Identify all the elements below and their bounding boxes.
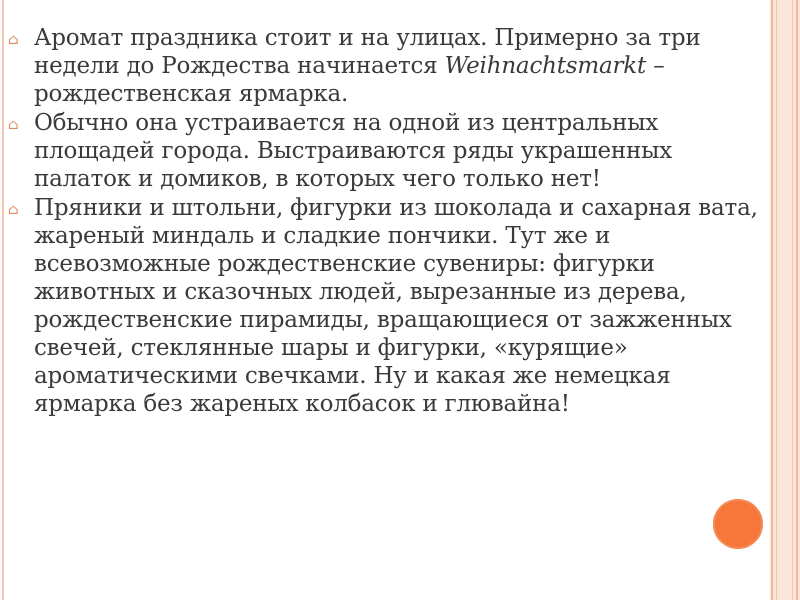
right-decorative-panel: [770, 0, 800, 600]
bullet-icon: ⌂: [8, 117, 19, 133]
left-border-line: [2, 0, 4, 600]
bullet-item: [8, 194, 758, 418]
bullet-item: [8, 109, 758, 193]
bullet-text: Пряники и штольни, фигурки из шоколада и сахарная вата, жареный миндаль и сладкие пончики. Тут же и всевозможные рождественские сувениры: фигурки животных и сказочных людей, вырезанные из дерева, рождественские пирамиды, вращающиеся от зажженных свечей, стеклянные шары и фигурки, «курящие» ароматическими свечками. Ну и какая же немецкая ярмарка без жареных колбасок и глювайна!: [34, 195, 758, 417]
bullet-text-italic: Weihnachtsmarkt: [444, 53, 647, 79]
panel-stripe: [792, 0, 793, 600]
bullet-icon: ⌂: [8, 202, 19, 218]
panel-stripe: [796, 0, 798, 600]
panel-stripe: [776, 0, 777, 600]
bullet-text-end: – рождественская ярмарка.: [34, 53, 665, 107]
orange-circle-decoration: [713, 499, 763, 549]
slide-body: [8, 24, 758, 419]
bullet-icon: ⌂: [8, 32, 19, 48]
panel-stripe: [771, 0, 773, 600]
bullet-text-start: Аромат праздника стоит и на улицах. Примерно за три недели до Рождества начинается: [34, 25, 701, 79]
bullet-text: Обычно она устраивается на одной из центральных площадей города. Выстраиваются ряды украшенных палаток и домиков, в которых чего только нет!: [34, 110, 673, 192]
bullet-text: [34, 24, 758, 108]
bullet-item: [8, 24, 758, 108]
